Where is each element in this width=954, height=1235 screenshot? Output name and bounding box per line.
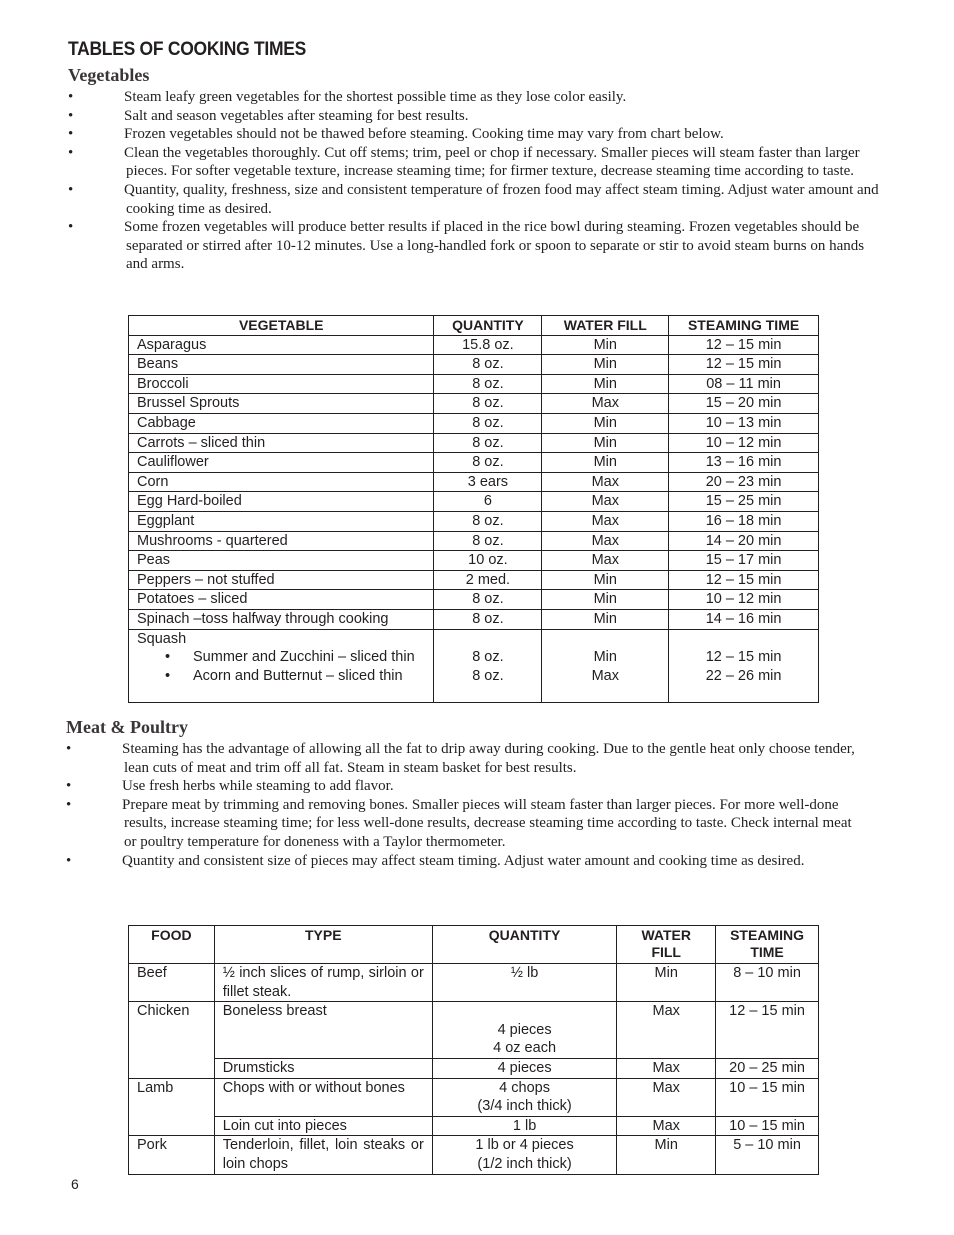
table-cell: Max [617,1002,716,1059]
table-cell: 13 – 16 min [669,453,819,473]
table-row [129,590,819,610]
bullet-icon: • [68,219,74,236]
list-item: • Clean the vegetables thoroughly. Cut off stems; trim, peel or chop if necessary. Smaller pieces will steam faster than larger pieces. For softer vegetable texture, increase steaming time; for firmer texture, decrease steaming time according to taste. [68,144,860,180]
table-cell: Carrots – sliced thin [129,433,434,453]
table-row [129,570,819,590]
table-cell: 8 oz. [434,453,542,473]
table-cell: Max [617,1078,716,1116]
table-cell: Max [542,394,669,414]
table-header-row [129,316,819,336]
meat-table-body [129,964,819,1175]
table-cell: Egg Hard-boiled [129,492,434,512]
table-cell: 12 – 15 min [669,335,819,355]
table-row [129,1058,819,1078]
table-cell: 8 – 10 min [716,964,819,1002]
table-row [129,551,819,571]
table-row [129,355,819,375]
table-row [129,1078,819,1116]
table-cell: Min [617,1136,716,1174]
table-cell: 10 – 15 min [716,1116,819,1136]
column-header: WATER FILL [542,316,669,336]
bullet-icon: • [68,181,74,198]
list-item: • Acorn and Butternut – sliced thin [165,667,403,684]
table-row [129,453,819,473]
table-cell: 15 – 20 min [669,394,819,414]
table-cell: Corn [129,472,434,492]
table-row [129,335,819,355]
list-item: • Steaming has the advantage of allowing all the fat to drip away during cooking. Due to the gentle heat only choose tender, lean cuts of meat and trim off all fat. Steam in steam basket for best results. [66,741,855,776]
list-item: • Summer and Zucchini – sliced thin [165,649,415,666]
column-header: VEGETABLE [129,316,434,336]
table-cell: Cauliflower [129,453,434,473]
table-row [129,964,819,1002]
meat-heading: Meat & Poultry [66,717,188,737]
list-item: • Quantity and consistent size of pieces may affect steam timing. Adjust water amount and cooking time as desired. [66,852,805,869]
table-cell: Max [542,472,669,492]
list-item: • Prepare meat by trimming and removing bones. Smaller pieces will steam faster than larger pieces. For more well-done results, increase steaming time; for less well-done results, decrease steaming time according to taste. Check internal meat or poultry temperature for doneness with a Taylor thermometer. [66,796,852,850]
table-row [129,1136,819,1174]
column-header: FOOD [129,926,215,964]
table-row [129,511,819,531]
squash-label: Squash [137,630,187,647]
page-title: TABLES OF COOKING TIMES [68,39,307,60]
table-row [129,629,819,702]
table-cell: Chops with or without bones [214,1078,432,1116]
table-cell: 20 – 25 min [716,1058,819,1078]
vegetable-table-body [129,335,819,629]
list-item: • Some frozen vegetables will produce better results if placed in the rice bowl during steaming. Frozen vegetables should be separated or stirred after 10-12 minutes. Use a long-handled fork or spoon to separate or stir to avoid steam burns on hands and arms. [68,219,865,273]
table-cell: Min [542,413,669,433]
table-cell: 14 – 20 min [669,531,819,551]
table-cell: Eggplant [129,511,434,531]
bullet-icon: • [68,144,74,161]
bullet-icon: • [66,852,72,869]
bullet-icon: • [66,778,72,795]
table-cell: ½ inch slices of rump, sirloin or fillet steak. [214,964,432,1002]
bullet-icon: • [68,126,74,143]
table-cell: 8 oz. [434,355,542,375]
table-row [129,1002,819,1059]
table-row [129,1116,819,1136]
table-cell: 4 pieces [432,1058,617,1078]
table-cell: 10 – 12 min [669,590,819,610]
table-cell: 4 chops (3/4 inch thick) [432,1078,617,1116]
table-cell [129,629,434,702]
table-cell: 12 – 15 min [669,570,819,590]
table-cell: Max [542,511,669,531]
table-cell: Min [617,964,716,1002]
table-cell: 3 ears [434,472,542,492]
table-cell: Pork [129,1136,215,1174]
table-cell: Max [542,492,669,512]
bullet-icon: • [165,667,171,684]
table-cell: Mushrooms - quartered [129,531,434,551]
list-item: • Frozen vegetables should not be thawed before steaming. Cooking time may vary from chart below. [68,126,724,143]
table-row [129,609,819,629]
table-cell: Min [542,355,669,375]
table-cell: Min [542,590,669,610]
table-cell: 4 pieces 4 oz each [432,1002,617,1059]
table-row [129,472,819,492]
table-cell: Chicken [129,1002,215,1078]
table-cell: Tenderloin, fillet, loin steaks or loin chops [214,1136,432,1174]
table-cell: Min [542,335,669,355]
table-cell: 15 – 17 min [669,551,819,571]
table-cell: 20 – 23 min [669,472,819,492]
bullet-icon: • [165,649,171,666]
table-cell: 12 – 15 min 22 – 26 min [669,629,819,702]
table-cell: 12 – 15 min [716,1002,819,1059]
bullet-icon: • [66,741,72,757]
table-cell: Min [542,570,669,590]
table-row [129,492,819,512]
table-cell: 8 oz. [434,374,542,394]
table-cell: Max [542,551,669,571]
table-cell: Brussel Sprouts [129,394,434,414]
list-item: • Salt and season vegetables after steaming for best results. [68,107,469,124]
table-cell: Asparagus [129,335,434,355]
table-cell: 10 – 13 min [669,413,819,433]
table-cell: 8 oz. [434,394,542,414]
table-cell: Cabbage [129,413,434,433]
table-cell: Max [617,1058,716,1078]
table-cell: Peas [129,551,434,571]
table-cell: 12 – 15 min [669,355,819,375]
table-row [129,413,819,433]
table-cell: Peppers – not stuffed [129,570,434,590]
meat-bullet-list [66,740,866,870]
table-cell: Beef [129,964,215,1002]
table-cell: 8 oz. [434,590,542,610]
table-row [129,433,819,453]
table-row [129,394,819,414]
table-cell: 10 – 15 min [716,1078,819,1116]
table-cell: Loin cut into pieces [214,1116,432,1136]
table-cell: 8 oz. [434,609,542,629]
table-cell: 10 oz. [434,551,542,571]
bullet-icon: • [68,89,74,105]
vegetable-table [128,315,819,703]
column-header: TYPE [214,926,432,964]
vegetables-heading: Vegetables [68,65,150,85]
table-cell: Max [542,531,669,551]
table-cell: Broccoli [129,374,434,394]
table-cell: Min [542,609,669,629]
table-cell: Min [542,374,669,394]
vegetables-bullet-list [68,88,886,274]
table-cell: Boneless breast [214,1002,432,1059]
table-cell: 8 oz. [434,433,542,453]
table-cell: 6 [434,492,542,512]
table-cell: Potatoes – sliced [129,590,434,610]
table-row [129,531,819,551]
meat-table [128,925,819,1175]
table-cell: 16 – 18 min [669,511,819,531]
table-cell: 1 lb [432,1116,617,1136]
page-number: 6 [71,1176,79,1192]
table-cell: Spinach –toss halfway through cooking [129,609,434,629]
list-item: • Quantity, quality, freshness, size and consistent temperature of frozen food may affect steam timing. Adjust water amount and cooking time as desired. [68,181,879,217]
table-cell: Drumsticks [214,1058,432,1078]
column-header: WATER FILL [617,926,716,964]
table-cell: 1 lb or 4 pieces (1/2 inch thick) [432,1136,617,1174]
table-cell: 8 oz. [434,531,542,551]
table-cell: 08 – 11 min [669,374,819,394]
table-cell: 2 med. [434,570,542,590]
table-cell: 8 oz. 8 oz. [434,629,542,702]
table-cell: 5 – 10 min [716,1136,819,1174]
table-cell: 15.8 oz. [434,335,542,355]
bullet-icon: • [68,107,74,124]
table-cell: 10 – 12 min [669,433,819,453]
table-header-row [129,926,819,964]
column-header: STEAMING TIME [716,926,819,964]
table-cell: Lamb [129,1078,215,1136]
table-cell: Max [617,1116,716,1136]
column-header: QUANTITY [434,316,542,336]
table-cell: Min [542,453,669,473]
table-cell: 8 oz. [434,413,542,433]
squash-sub-list [137,648,425,685]
column-header: STEAMING TIME [669,316,819,336]
table-cell: Min Max [542,629,669,702]
bullet-icon: • [66,796,72,813]
table-cell: Beans [129,355,434,375]
table-cell: 15 – 25 min [669,492,819,512]
table-row [129,374,819,394]
table-cell: Min [542,433,669,453]
table-cell: 8 oz. [434,511,542,531]
list-item: • Steam leafy green vegetables for the shortest possible time as they lose color easily. [68,89,627,105]
table-cell: ½ lb [432,964,617,1002]
table-cell: 14 – 16 min [669,609,819,629]
column-header: QUANTITY [432,926,617,964]
list-item: • Use fresh herbs while steaming to add flavor. [66,778,394,795]
